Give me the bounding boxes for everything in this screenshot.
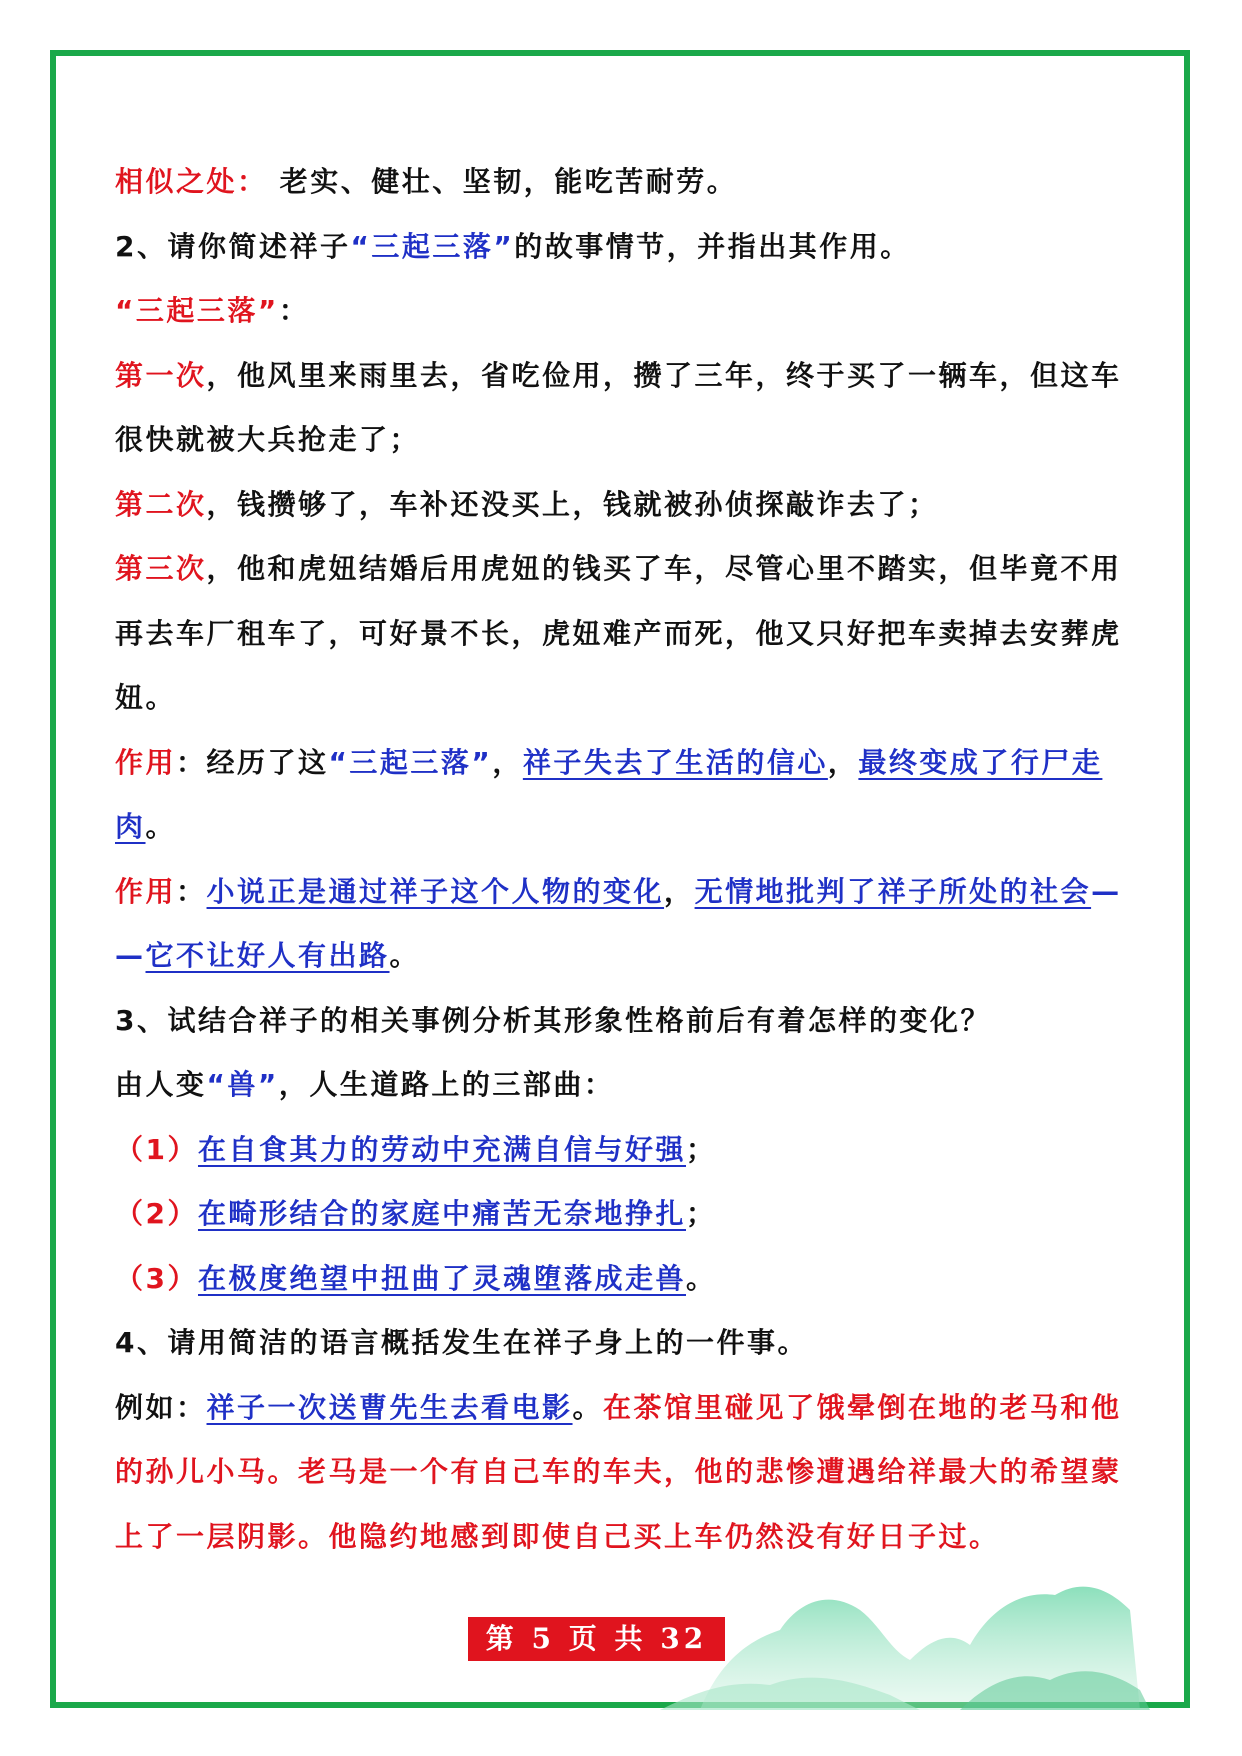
stage-3-text: 在极度绝望中扭曲了灵魂堕落成走兽 <box>197 1261 686 1295</box>
third-time-label: 第三次 <box>115 552 207 585</box>
stage-1-number: （1） <box>115 1132 198 1166</box>
effect-2-dash: — <box>1091 874 1122 908</box>
stage-1 <box>115 1118 1135 1183</box>
third-time-text-cont: 再去车厂租车了，可好景不长，虎妞难产而死，他又只好把车卖掉去安葬虎 <box>115 616 1122 650</box>
example-period: 。 <box>572 1390 604 1424</box>
third-time-text: ，他和虎妞结婚后用虎妞的钱买了车，尽管心里不踏实，但毕竟不用 <box>206 552 1122 585</box>
third-time-text-end: 妞。 <box>115 681 177 714</box>
question-3 <box>115 989 1135 1054</box>
question-2-text: 2、请你简述祥子 <box>115 229 351 263</box>
answer-3-beast: “兽” <box>206 1068 279 1101</box>
effect-underlined-2-end: 肉 <box>115 810 146 843</box>
example-underlined: 祥子一次送曹先生去看电影 <box>206 1390 573 1424</box>
effect-2-underlined-2: 无情地批判了祥子所处的社会 <box>694 874 1092 908</box>
question-2-highlight: “三起三落” <box>350 229 515 263</box>
example-line-3 <box>115 1505 1135 1570</box>
stage-3 <box>115 1247 1135 1312</box>
first-time-line-2 <box>115 408 1135 473</box>
example-line-2 <box>115 1440 1135 1505</box>
first-time-label: 第一次 <box>115 358 207 392</box>
effect-2-comma: ， <box>664 874 695 908</box>
stage-2-text: 在畸形结合的家庭中痛苦无奈地挣扎 <box>197 1197 686 1230</box>
three-ups-colon: ： <box>278 294 310 327</box>
effect-text: ：经历了这 <box>176 745 329 779</box>
third-time-line-2 <box>115 602 1135 667</box>
example-red-text: 在茶馆里碰见了饿晕倒在地的老马和他 <box>603 1390 1122 1424</box>
effect-comma-2: ， <box>827 745 859 779</box>
three-ups-heading <box>115 279 1135 344</box>
third-time-line-3 <box>115 666 1135 731</box>
stage-1-text: 在自食其力的劳动中充满自信与好强 <box>197 1132 686 1166</box>
stage-2-number: （2） <box>115 1197 198 1230</box>
question-2 <box>115 215 1135 280</box>
effect-label: 作用 <box>115 745 177 779</box>
effect-2-period: 。 <box>389 939 421 972</box>
first-time-text-cont: 很快就被大兵抢走了； <box>115 423 421 456</box>
example-red-text-end: 上了一层阴影。他隐约地感到即使自己买上车仍然没有好日子过。 <box>115 1519 1000 1553</box>
question-4-text: 4、请用简洁的语言概括发生在祥子身上的一件事。 <box>115 1326 808 1359</box>
first-time-line <box>115 344 1135 409</box>
effect-line-1-cont <box>115 795 1135 860</box>
question-3-text: 3、试结合祥子的相关事例分析其形象性格前后有着怎样的变化？ <box>115 1003 991 1037</box>
second-time-line <box>115 473 1135 538</box>
mountain-landscape-icon <box>660 1570 1160 1710</box>
effect-line-1 <box>115 731 1135 796</box>
third-time-line <box>115 537 1135 602</box>
effect-colon-2: ： <box>176 874 207 908</box>
stage-2-punct: ； <box>686 1197 717 1230</box>
stage-3-number: （3） <box>115 1261 198 1295</box>
effect-2-dash-cont: — <box>115 939 146 972</box>
answer-3-text-end: ，人生道路上的三部曲： <box>278 1068 615 1101</box>
answer-3-text: 由人变 <box>115 1068 207 1101</box>
document-body <box>115 150 1135 1569</box>
stage-3-punct: 。 <box>686 1261 717 1295</box>
example-label: 例如： <box>115 1390 207 1424</box>
stage-1-punct: ； <box>686 1132 717 1166</box>
second-time-label: 第二次 <box>115 487 207 521</box>
first-time-text: ，他风里来雨里去，省吃俭用，攒了三年，终于买了一辆车，但这车 <box>206 358 1122 392</box>
example-line-1 <box>115 1376 1135 1441</box>
second-time-text: ，钱攒够了，车补还没买上，钱就被孙侦探敲诈去了； <box>206 487 939 521</box>
similarity-text: 老实、健壮、坚韧，能吃苦耐劳。 <box>279 165 738 198</box>
question-4 <box>115 1311 1135 1376</box>
line-similarity <box>115 150 1135 215</box>
question-2-text-end: 的故事情节，并指出其作用。 <box>514 229 911 263</box>
effect-underlined-2: 最终变成了行尸走 <box>858 745 1103 779</box>
effect-line-2 <box>115 860 1135 925</box>
stage-2 <box>115 1182 1135 1247</box>
effect-2-underlined-3: 它不让好人有出路 <box>145 939 390 972</box>
similarity-label: 相似之处： <box>115 165 268 198</box>
effect-quote: “三起三落” <box>328 745 493 779</box>
effect-comma: ， <box>492 745 523 779</box>
page-number-badge: 第 5 页 共 32 页 <box>468 1617 725 1661</box>
effect-period: 。 <box>145 810 177 843</box>
effect-2-underlined-1: 小说正是通过祥子这个人物的变化 <box>206 874 665 908</box>
answer-3-intro <box>115 1053 1135 1118</box>
three-ups-title: “三起三落” <box>115 294 279 327</box>
effect-label-2: 作用 <box>115 874 177 908</box>
example-red-text-cont: 的孙儿小马。老马是一个有自己车的车夫，他的悲惨遭遇给祥最大的希望蒙 <box>115 1455 1122 1488</box>
effect-underlined-1: 祥子失去了生活的信心 <box>522 745 828 779</box>
effect-line-2-cont <box>115 924 1135 989</box>
